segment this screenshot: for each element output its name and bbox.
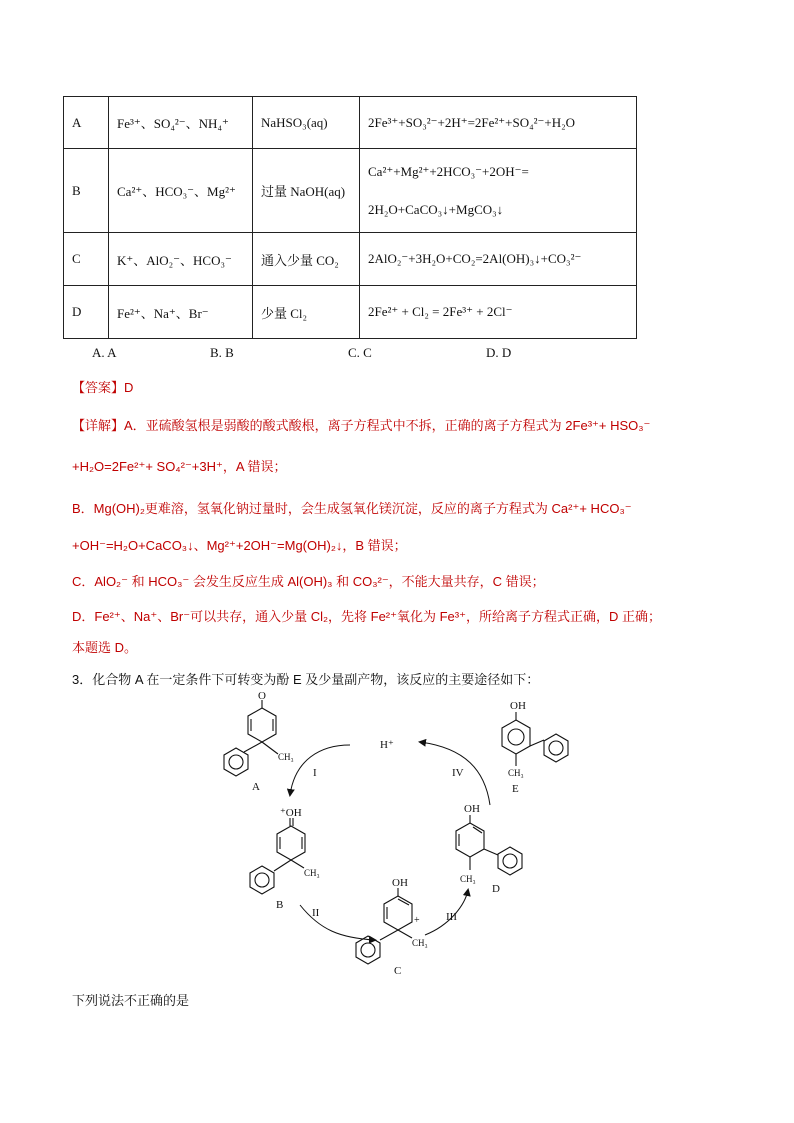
group-label: CH₃ <box>304 868 320 878</box>
compound-label: E <box>512 783 519 795</box>
compound-label: C <box>394 965 402 977</box>
group-label: CH₃ <box>412 938 428 948</box>
equation-line: 2H₂O+CaCO₃↓+MgCO₃↓ <box>368 201 504 217</box>
row-label: C <box>64 233 109 286</box>
compound-a-structure <box>224 700 278 776</box>
step-label: IV <box>452 767 464 779</box>
group-label: OH <box>464 803 480 815</box>
compound-b-structure <box>250 818 305 894</box>
answer-tag: 【答案】 <box>72 380 125 395</box>
compound-d-structure <box>456 815 522 875</box>
row-label: A <box>64 97 109 149</box>
options-table <box>63 96 637 339</box>
ionic-equation: 2Fe³⁺+SO₃²⁻+2H⁺=2Fe²⁺+SO₄²⁻+H₂O <box>360 97 637 149</box>
ion-list: Fe²⁺、Na⁺、Br⁻ <box>109 286 253 339</box>
explanation-line: 本题选 D。 <box>72 640 138 655</box>
reagent: 过量 NaOH(aq) <box>253 149 360 233</box>
choice-a: A. A <box>92 345 117 360</box>
group-label: OH <box>392 877 408 889</box>
compound-e-structure <box>502 712 568 766</box>
group-label: CH₃ <box>508 768 524 778</box>
explanation-line: +H₂O=2Fe²⁺+ SO₄²⁻+3H⁺，A 错误； <box>72 459 287 474</box>
table-row <box>64 233 637 286</box>
compound-label: B <box>276 899 284 911</box>
table-row <box>64 149 637 233</box>
carbocation-plus: + <box>414 915 420 926</box>
row-label: D <box>64 286 109 339</box>
ion-list: Ca²⁺、HCO₃⁻、Mg²⁺ <box>109 149 253 233</box>
group-label: ⁺OH <box>280 807 302 819</box>
explanation-line: B．Mg(OH)₂更难溶，氢氧化钠过量时，会生成氢氧化镁沉淀，反应的离子方程式为 Ca²⁺+ HCO₃⁻ <box>72 501 632 516</box>
question-prompt: 下列说法不正确的是 <box>72 993 190 1008</box>
equation-line: Ca²⁺+Mg²⁺+2HCO₃⁻+2OH⁻= <box>368 163 529 179</box>
answer-value: D <box>124 380 134 395</box>
table-row <box>64 97 637 149</box>
explanation-line: C．AlO₂⁻ 和 HCO₃⁻ 会发生反应生成 Al(OH)₃ 和 CO₃²⁻，不能大量共存，C 错误； <box>72 574 545 589</box>
compound-c-structure <box>356 888 412 964</box>
group-label: CH₃ <box>460 874 476 884</box>
choice-c: C. C <box>348 345 372 360</box>
catalyst-label: H⁺ <box>380 739 394 751</box>
reagent: 通入少量 CO₂ <box>253 233 360 286</box>
step-label: II <box>312 907 320 919</box>
reagent: 少量 Cl₂ <box>253 286 360 339</box>
reagent: NaHSO₃(aq) <box>253 97 360 149</box>
answer-line <box>72 377 133 396</box>
explanation-tag: 【详解】 <box>72 418 125 433</box>
compound-label: D <box>492 883 500 895</box>
step-label: III <box>446 911 457 923</box>
group-label: CH₃ <box>278 752 294 762</box>
group-label: O <box>258 690 266 702</box>
row-label: B <box>64 149 109 233</box>
choice-d: D. D <box>486 345 512 360</box>
question-3-stem: 3．化合物 A 在一定条件下可转变为酚 E 及少量副产物，该反应的主要途径如下： <box>72 672 540 687</box>
ionic-equation: 2AlO₂⁻+3H₂O+CO₂=2Al(OH)₃↓+CO₃²⁻ <box>360 233 637 286</box>
compound-label: A <box>252 781 260 793</box>
group-label: OH <box>510 700 526 712</box>
ion-list: K⁺、AlO₂⁻、HCO₃⁻ <box>109 233 253 286</box>
explanation-text: A．亚硫酸氢根是弱酸的酸式酸根，离子方程式中不拆，正确的离子方程式为 2Fe³⁺+ HSO₃⁻ <box>124 418 651 433</box>
table-row <box>64 286 637 339</box>
explanation-line: +OH⁻=H₂O+CaCO₃↓、Mg²⁺+2OH⁻=Mg(OH)₂↓，B 错误； <box>72 538 407 553</box>
step-label: I <box>313 767 317 779</box>
ion-list: Fe³⁺、SO₄²⁻、NH₄⁺ <box>109 97 253 149</box>
reaction-mechanism-diagram <box>200 690 600 980</box>
explanation-line: D．Fe²⁺、Na⁺、Br⁻可以共存，通入少量 Cl₂，先将 Fe²⁺氧化为 Fe³⁺，所给离子方程式正确，D 正确； <box>72 609 661 624</box>
choice-b: B. B <box>210 345 234 360</box>
arrow-step-i <box>290 745 350 795</box>
ionic-equation <box>360 149 637 233</box>
ionic-equation: 2Fe²⁺ + Cl₂ = 2Fe³⁺ + 2Cl⁻ <box>360 286 637 339</box>
explanation-line <box>72 415 650 434</box>
